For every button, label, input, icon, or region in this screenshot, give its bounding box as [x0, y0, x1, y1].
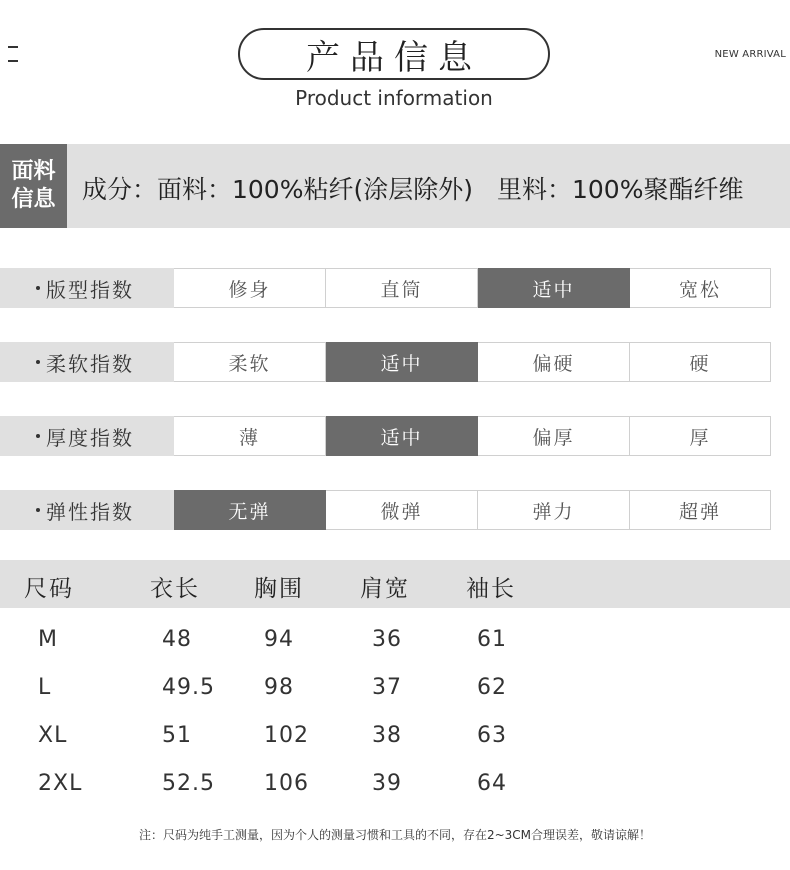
size-column-header: 尺码 [24, 576, 74, 602]
index-option: 柔软 [174, 342, 326, 382]
size-value-cell: 94 [264, 627, 294, 652]
index-option: 偏硬 [478, 342, 630, 382]
corner-mark-icon [8, 46, 18, 62]
index-option: 超弹 [630, 490, 771, 530]
section-title: 产品信息 [306, 37, 482, 78]
fabric-main-composition: 成分：面料：100%粘纤(涂层除外) [82, 175, 473, 204]
index-option: 偏厚 [478, 416, 630, 456]
index-label [0, 416, 174, 456]
index-option: 直筒 [326, 268, 478, 308]
size-value-cell: 63 [477, 723, 507, 748]
size-value-cell: 36 [372, 627, 402, 652]
index-option: 宽松 [630, 268, 771, 308]
index-label [0, 268, 174, 308]
index-label-text: 弹性指数 [46, 499, 134, 524]
index-option-selected: 无弹 [174, 490, 326, 530]
section-title-badge [238, 28, 550, 80]
size-value-cell: 49.5 [162, 675, 215, 700]
fabric-info-tag [0, 144, 67, 228]
size-value-cell: 61 [477, 627, 507, 652]
size-column-header: 袖长 [466, 576, 516, 602]
section-subtitle: Product information [295, 86, 493, 110]
fabric-tag-line1: 面料 [11, 159, 56, 184]
index-option-selected: 适中 [326, 416, 478, 456]
size-value-cell: 39 [372, 771, 402, 796]
size-column-header: 肩宽 [360, 576, 410, 602]
index-label-text: 柔软指数 [46, 351, 134, 376]
index-label [0, 342, 174, 382]
size-value-cell: 98 [264, 675, 294, 700]
size-name-cell: L [38, 675, 52, 700]
bullet-dot-icon [36, 360, 40, 364]
size-value-cell: 48 [162, 627, 192, 652]
index-label-text: 版型指数 [46, 277, 134, 302]
new-arrival-label: NEW ARRIVAL [714, 49, 786, 60]
size-name-cell: 2XL [38, 771, 83, 796]
index-option-selected: 适中 [326, 342, 478, 382]
size-name-cell: XL [38, 723, 68, 748]
index-option: 厚 [630, 416, 771, 456]
size-value-cell: 38 [372, 723, 402, 748]
index-option: 硬 [630, 342, 771, 382]
size-column-header: 胸围 [254, 576, 304, 602]
index-label-text: 厚度指数 [46, 425, 134, 450]
bullet-dot-icon [36, 434, 40, 438]
size-name-cell: M [38, 627, 58, 652]
index-option: 微弹 [326, 490, 478, 530]
fabric-tag-line2: 信息 [11, 187, 56, 212]
index-label [0, 490, 174, 530]
index-option: 薄 [174, 416, 326, 456]
index-option: 弹力 [478, 490, 630, 530]
size-value-cell: 51 [162, 723, 192, 748]
index-option-selected: 适中 [478, 268, 630, 308]
fabric-composition [82, 170, 767, 206]
size-value-cell: 64 [477, 771, 507, 796]
size-value-cell: 52.5 [162, 771, 215, 796]
size-value-cell: 106 [264, 771, 309, 796]
index-option: 修身 [174, 268, 326, 308]
bullet-dot-icon [36, 286, 40, 290]
bullet-dot-icon [36, 508, 40, 512]
size-column-header: 衣长 [150, 576, 200, 602]
fabric-lining-composition: 里料：100%聚酯纤维 [496, 175, 744, 204]
size-footnote: 注：尺码为纯手工测量，因为个人的测量习惯和工具的不同，存在2~3CM合理误差，敬请谅解！ [138, 828, 652, 842]
size-value-cell: 102 [264, 723, 309, 748]
size-value-cell: 37 [372, 675, 402, 700]
size-value-cell: 62 [477, 675, 507, 700]
